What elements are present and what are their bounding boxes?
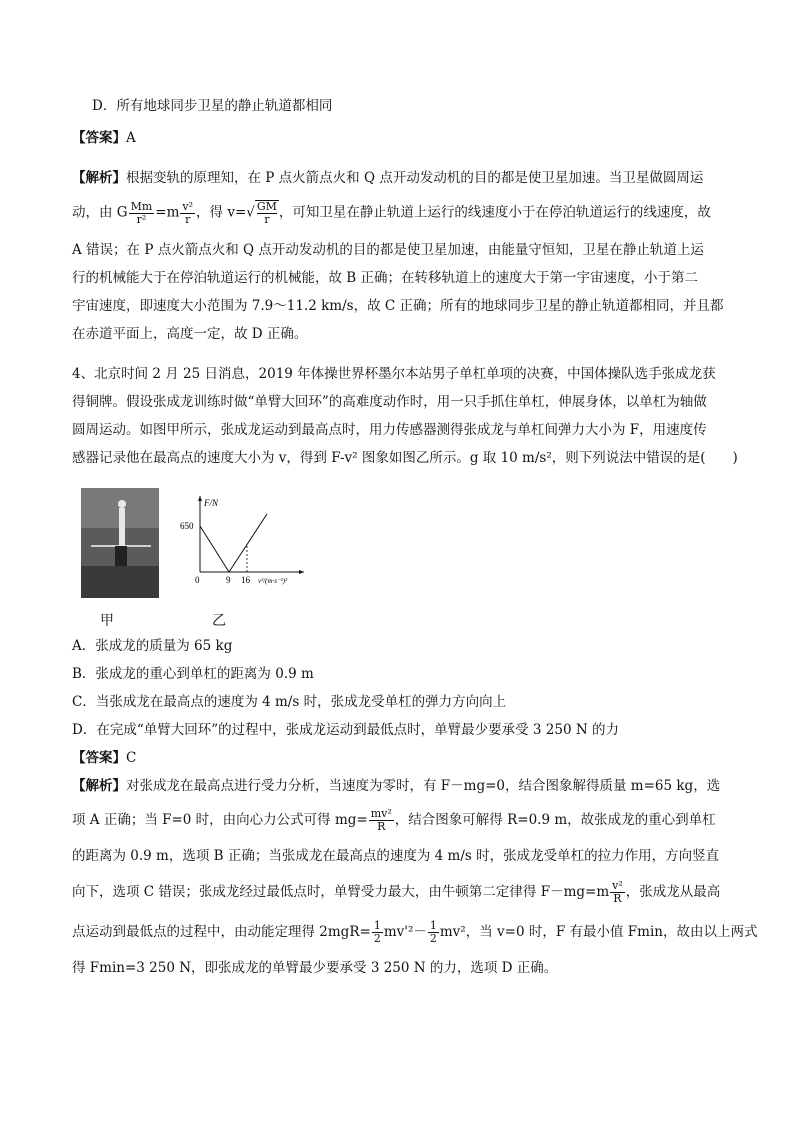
analysis-line: 向下，选项 C 错误；张成龙经过最低点时，单臂受力最大，由牛顿第二定律得 F－mg=m $\frac{\text{v²}}{R}$ ，张成龙从最高: [72, 879, 721, 905]
fraction: $\frac{\text{mv²}}{R}$: [370, 807, 392, 833]
analysis-line: 动，由 G $\frac{Mm}{\text{r²}}$ =m $\frac{\text{v²}}{r}$ ，得 v=√ $\frac{GM}{r}$，可知卫星在静止轨道上运行的线速度小于在停泊轨道运行的线速度，故: [72, 199, 711, 226]
answer-line-3: [72, 128, 136, 148]
caption-yi: 乙: [212, 613, 226, 629]
option-b: B．张成龙的重心到单杠的距离为 0.9 m: [72, 666, 314, 682]
analysis-line: 项 A 正确；当 F=0 时，由向心力公式可得 mg= $\frac{\text{mv²}}{R}$ ，结合图象可解得 R=0.9 m，故张成龙的重心到单杠: [72, 807, 716, 833]
option-c: C．当张成龙在最高点的速度为 4 m/s 时，张成龙受单杠的弹力方向向上: [72, 694, 507, 710]
fraction: $\frac{1}{2}$: [429, 919, 437, 945]
analysis-line: [72, 168, 703, 188]
graph-y-value: 650: [180, 521, 194, 531]
fraction: $\frac{Mm}{\text{r²}}$: [130, 199, 153, 226]
analysis-line: 【解析】对张成龙在最高点进行受力分析，当速度为零时，有 F－mg=0，结合图象解得质量 m=65 kg，选: [72, 778, 721, 794]
answer-label: 【答案】: [72, 750, 126, 766]
analysis-line: 宇宙速度，即速度大小范围为 7.9～11.2 km/s，故 C 正确；所有的地球同步卫星的静止轨道都相同，并且都: [72, 298, 724, 314]
analysis-line: 得 Fmin=3 250 N，即张成龙的单臂最少要承受 3 250 N 的力，选项 D 正确。: [72, 960, 558, 976]
analysis-line: 点运动到最低点的过程中，由动能定理得 2mgR= $\frac{1}{2}$ mv'²－ $\frac{1}{2}$ mv²，当 v=0 时，F 有最小值 Fmin，故由以上两式: [72, 919, 758, 945]
graph-y-label: F/N: [204, 498, 219, 508]
analysis-line: 行的机械能大于在停泊轨道运行的机械能，故 B 正确；在转移轨道上的速度大于第一宇宙速度，小于第二: [72, 270, 699, 286]
analysis-label: 【解析】: [72, 170, 126, 186]
option-a: A．张成龙的质量为 65 kg: [72, 638, 233, 654]
analysis-line: 的距离为 0.9 m，选项 B 正确；当张成龙在最高点的速度为 4 m/s 时，张成龙受单杠的拉力作用，方向竖直: [72, 848, 720, 864]
option-d: D．在完成“单臂大回环”的过程中，张成龙运动到最低点时，单臂最少要承受 3 250 N 的力: [72, 722, 619, 738]
question-line: 得铜牌。假设张成龙训练时做“单臂大回环”的高难度动作时，用一只手抓住单杠，伸展身体，以单杠为轴做: [72, 394, 707, 410]
analysis-line: A 错误；在 P 点火箭点火和 Q 点开动发动机的目的都是使卫星加速，由能量守恒知，卫星在静止轨道上运: [72, 242, 704, 258]
question-line: 圆周运动。如图甲所示，张成龙运动到最高点时，用力传感器测得张成龙与单杠间弹力大小为 F，用速度传: [72, 422, 707, 438]
fraction: $\frac{\text{v²}}{R}$: [612, 879, 623, 905]
f-v2-graph: [178, 488, 308, 598]
answer-line-4: [72, 748, 136, 768]
graph-x-label: v²/(m·s⁻¹)²: [258, 577, 288, 585]
analysis-text: 根据变轨的原理知，在 P 点火箭点火和 Q 点开动发动机的目的都是使卫星加速。当卫星做圆周运: [126, 170, 704, 186]
analysis-label: 【解析】: [72, 778, 126, 794]
fraction: $\frac{\text{v²}}{r}$: [182, 199, 194, 226]
graph-x-0: 0: [195, 575, 200, 585]
answer-label: 【答案】: [72, 130, 126, 146]
option-d-previous: D．所有地球同步卫星的静止轨道都相同: [92, 98, 333, 114]
graph-x-16: 16: [241, 575, 250, 585]
question-line: 4、北京时间 2 月 25 日消息，2019 年体操世界杯墨尔本站男子单杠单项的决赛，中国体操队选手张成龙获: [72, 366, 716, 382]
fraction: $\frac{1}{2}$: [373, 919, 381, 945]
question-line: 感器记录他在最高点的速度大小为 v，得到 F-v² 图象如图乙所示。g 取 10 m/s²，则下列说法中错误的是( ): [72, 450, 738, 466]
answer-value: A: [126, 130, 136, 146]
caption-jia: 甲: [100, 613, 114, 629]
sqrt-expression: $\frac{GM}{r}$: [256, 200, 277, 226]
answer-value: C: [126, 750, 137, 766]
analysis-line: 在赤道平面上，高度一定，故 D 正确。: [72, 326, 308, 342]
graph-x-9: 9: [226, 575, 231, 585]
gymnast-photo: [81, 488, 159, 598]
analysis-text: 动，由 G: [72, 204, 128, 221]
